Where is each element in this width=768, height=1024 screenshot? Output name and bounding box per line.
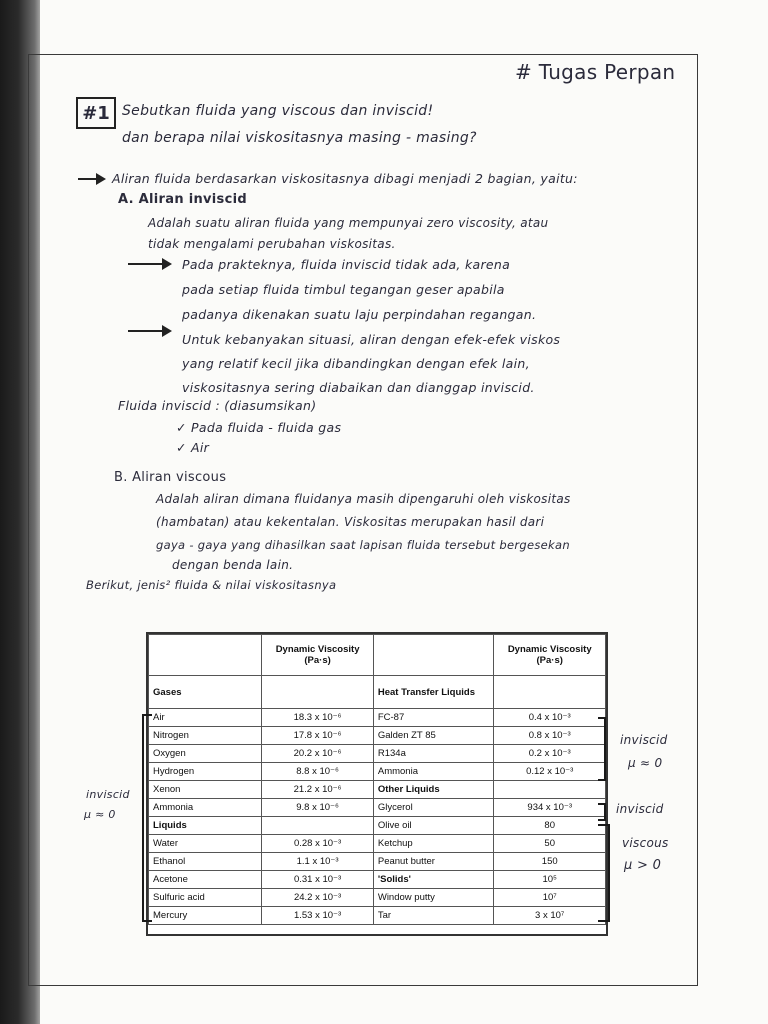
table-cell: 0.28 x 10⁻³ xyxy=(262,835,374,853)
table-cell: Galden ZT 85 xyxy=(373,727,494,745)
table-cell xyxy=(494,781,606,799)
header-cell: Dynamic Viscosity (Pa·s) xyxy=(494,635,606,676)
right-bracket-inviscid-2 xyxy=(598,803,606,821)
table-row xyxy=(149,907,606,925)
table-row xyxy=(149,727,606,745)
table-row xyxy=(149,889,606,907)
table-cell: Mercury xyxy=(149,907,262,925)
table-cell: 10⁵ xyxy=(494,871,606,889)
section-a-point1-1: Pada prakteknya, fluida inviscid tidak ada, karena xyxy=(182,257,511,272)
table-row xyxy=(149,817,606,835)
annotation-right-a2: μ ≈ 0 xyxy=(628,756,663,770)
answer-intro: Aliran fluida berdasarkan viskositasnya dibagi menjadi 2 bagian, yaitu: xyxy=(112,171,578,186)
table-cell: 8.8 x 10⁻⁶ xyxy=(262,763,374,781)
table-cell: 0.4 x 10⁻³ xyxy=(494,709,606,727)
table-cell: Nitrogen xyxy=(149,727,262,745)
table-header-row xyxy=(149,635,606,676)
table-cell: Ammonia xyxy=(149,799,262,817)
table-cell: Oxygen xyxy=(149,745,262,763)
table-cell: 80 xyxy=(494,817,606,835)
annotation-right-b: inviscid xyxy=(616,802,664,816)
table-cell xyxy=(262,817,374,835)
table-cell: Acetone xyxy=(149,871,262,889)
table-cell: 24.2 x 10⁻³ xyxy=(262,889,374,907)
table-cell: Xenon xyxy=(149,781,262,799)
table-row xyxy=(149,709,606,727)
table-cell: 50 xyxy=(494,835,606,853)
table-intro: Berikut, jenis² fluida & nilai viskositasnya xyxy=(86,578,337,592)
assumed-label: Fluida inviscid : (diasumsikan) xyxy=(118,398,317,413)
question-line-1: Sebutkan fluida yang viscous dan inviscid! xyxy=(122,103,434,119)
table-row xyxy=(149,853,606,871)
table-row xyxy=(149,871,606,889)
section-a-def-2: tidak mengalami perubahan viskositas. xyxy=(148,237,396,251)
table-row xyxy=(149,781,606,799)
arrow-icon xyxy=(128,330,170,332)
assumed-item-air: ✓ Air xyxy=(176,440,210,455)
table-cell: 150 xyxy=(494,853,606,871)
table-cell: Other Liquids xyxy=(373,781,494,799)
header-cell: Heat Transfer Liquids xyxy=(373,676,494,709)
table-row xyxy=(149,835,606,853)
table-cell: 0.12 x 10⁻³ xyxy=(494,763,606,781)
section-a-point1-2: pada setiap fluida timbul tegangan geser apabila xyxy=(182,282,505,297)
question-line-2: dan berapa nilai viskositasnya masing - masing? xyxy=(122,130,477,146)
table-cell: 3 x 10⁷ xyxy=(494,907,606,925)
table-cell: 18.3 x 10⁻⁶ xyxy=(262,709,374,727)
right-bracket-inviscid-1 xyxy=(598,717,606,781)
table-cell: Peanut butter xyxy=(373,853,494,871)
section-a-point2-2: yang relatif kecil jika dibandingkan dengan efek lain, xyxy=(182,356,530,371)
header-cell xyxy=(494,676,606,709)
header-cell xyxy=(149,635,262,676)
table-cell: 0.2 x 10⁻³ xyxy=(494,745,606,763)
table-cell: Olive oil xyxy=(373,817,494,835)
table-cell: 1.53 x 10⁻³ xyxy=(262,907,374,925)
arrow-icon xyxy=(78,178,104,180)
question-number: #1 xyxy=(76,97,116,129)
table-cell: 21.2 x 10⁻⁶ xyxy=(262,781,374,799)
table-cell: R134a xyxy=(373,745,494,763)
section-a-title: A. Aliran inviscid xyxy=(118,192,247,207)
assumed-item-gas: ✓ Pada fluida - fluida gas xyxy=(176,420,342,435)
table-cell: 1.1 x 10⁻³ xyxy=(262,853,374,871)
table-row xyxy=(149,763,606,781)
section-b-title: B. Aliran viscous xyxy=(114,470,227,485)
right-bracket-viscous xyxy=(598,824,610,922)
section-a-point2-1: Untuk kebanyakan situasi, aliran dengan efek-efek viskos xyxy=(182,332,561,347)
table-row xyxy=(149,799,606,817)
header-cell: Gases xyxy=(149,676,262,709)
table-cell: 'Solids' xyxy=(373,871,494,889)
table-cell: 0.8 x 10⁻³ xyxy=(494,727,606,745)
annotation-right-a1: inviscid xyxy=(620,733,668,747)
table-row xyxy=(149,745,606,763)
section-a-point1-3: padanya dikenakan suatu laju perpindahan regangan. xyxy=(182,307,537,322)
section-b-def-2: (hambatan) atau kekentalan. Viskositas merupakan hasil dari xyxy=(156,515,545,529)
table-cell: 17.8 x 10⁻⁶ xyxy=(262,727,374,745)
table-subheader-row xyxy=(149,676,606,709)
page-title: # Tugas Perpan xyxy=(515,60,676,84)
table-cell: 934 x 10⁻³ xyxy=(494,799,606,817)
annotation-left-2: μ ≈ 0 xyxy=(84,808,116,821)
annotation-right-c1: viscous xyxy=(622,836,669,850)
header-cell: Dynamic Viscosity (Pa·s) xyxy=(262,635,374,676)
table-cell: Sulfuric acid xyxy=(149,889,262,907)
table-cell: Air xyxy=(149,709,262,727)
arrow-icon xyxy=(128,263,170,265)
table-cell: 10⁷ xyxy=(494,889,606,907)
table-cell: Water xyxy=(149,835,262,853)
table-cell: FC-87 xyxy=(373,709,494,727)
table-cell: Glycerol xyxy=(373,799,494,817)
table-cell: Window putty xyxy=(373,889,494,907)
header-cell xyxy=(373,635,494,676)
annotation-left-1: inviscid xyxy=(86,788,130,801)
table-cell: Hydrogen xyxy=(149,763,262,781)
table-cell: Liquids xyxy=(149,817,262,835)
left-bracket xyxy=(142,714,152,922)
table-cell: Tar xyxy=(373,907,494,925)
section-b-def-3: gaya - gaya yang dihasilkan saat lapisan fluida tersebut bergesekan xyxy=(156,538,570,552)
table-cell: 0.31 x 10⁻³ xyxy=(262,871,374,889)
table-cell: 20.2 x 10⁻⁶ xyxy=(262,745,374,763)
annotation-right-c2: μ > 0 xyxy=(624,858,662,873)
table-cell: 9.8 x 10⁻⁶ xyxy=(262,799,374,817)
header-cell xyxy=(262,676,374,709)
table-cell: Ethanol xyxy=(149,853,262,871)
viscosity-table xyxy=(146,632,608,936)
section-a-def-1: Adalah suatu aliran fluida yang mempunyai zero viscosity, atau xyxy=(148,216,549,230)
table-cell: Ammonia xyxy=(373,763,494,781)
section-b-def-1: Adalah aliran dimana fluidanya masih dipengaruhi oleh viskositas xyxy=(156,492,571,506)
table-cell: Ketchup xyxy=(373,835,494,853)
section-b-def-4: dengan benda lain. xyxy=(172,558,294,572)
section-a-point2-3: viskositasnya sering diabaikan dan dianggap inviscid. xyxy=(182,380,535,395)
